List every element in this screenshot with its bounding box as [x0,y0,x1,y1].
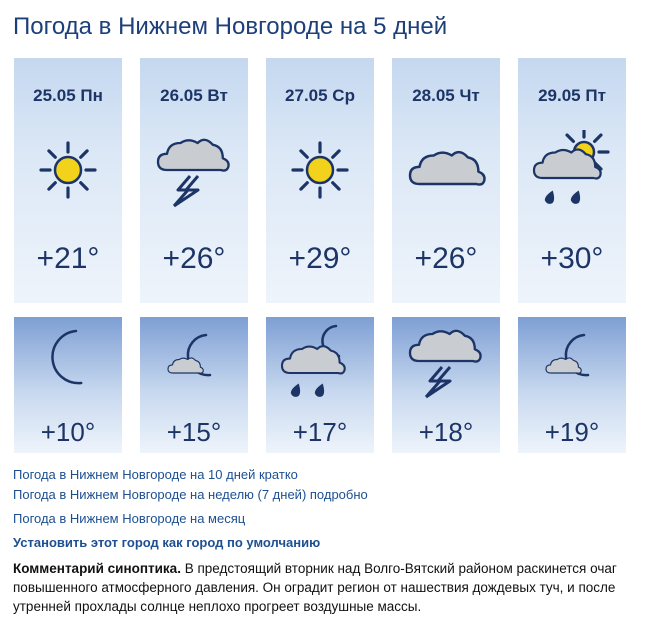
forecast-date: 29.05 Пт [538,86,606,105]
cloud-icon [406,130,486,210]
night-temperature: +17° [292,417,348,447]
day-forecast-card [140,58,248,303]
sun-icon [280,130,360,210]
moon-icon [28,321,108,401]
day-temperature: +29° [288,242,352,275]
forecaster-comment [13,559,653,616]
day-forecast-card [266,58,374,303]
set-default-city-link[interactable]: Установить этот город как город по умолчанию [13,535,321,550]
night-forecast-card [140,317,248,453]
day-temperature: +26° [162,242,226,275]
night-forecast-card [392,317,500,453]
day-forecast-card [518,58,626,303]
link-month[interactable]: Погода в Нижнем Новгороде на месяц [13,511,246,526]
night-temperature: +10° [40,417,96,447]
night-forecast-card [266,317,374,453]
day-forecast-card [392,58,500,303]
forecast-date: 25.05 Пн [33,86,103,105]
moon-cloud-icon [532,321,612,401]
forecast-date: 27.05 Ср [285,86,355,105]
day-temperature: +30° [540,242,604,275]
day-temperature: +21° [36,242,100,275]
day-forecast-card [14,58,122,303]
link-10-days[interactable]: Погода в Нижнем Новгороде на 10 дней кратко [13,467,298,482]
sun-icon [28,130,108,210]
moon-cloud-icon [154,321,234,401]
night-temperature: +15° [166,417,222,447]
comment-label: Комментарий синоптика. [13,561,181,576]
sun-cloud-rain-icon [532,130,612,210]
cloud-lightning-icon [154,130,234,210]
page-title: Погода в Нижнем Новгороде на 5 дней [13,13,448,40]
day-temperature: +26° [414,242,478,275]
moon-cloud-rain-icon [280,321,360,401]
night-forecast-card [518,317,626,453]
comment-text: В предстоящий вторник над Волго-Вятский районом раскинется очаг повышенного атмосферного давления. Он оградит регион от нашествия дождевых туч, и после утренней прохлады солнце неплохо прогреет воздушные массы. [13,561,617,614]
forecast-date: 26.05 Вт [160,86,228,105]
night-temperature: +18° [418,417,474,447]
night-temperature: +19° [544,417,600,447]
cloud-lightning-icon [406,321,486,401]
forecast-date: 28.05 Чт [412,86,480,105]
link-week[interactable]: Погода в Нижнем Новгороде на неделю (7 дней) подробно [13,487,368,502]
night-forecast-card [14,317,122,453]
